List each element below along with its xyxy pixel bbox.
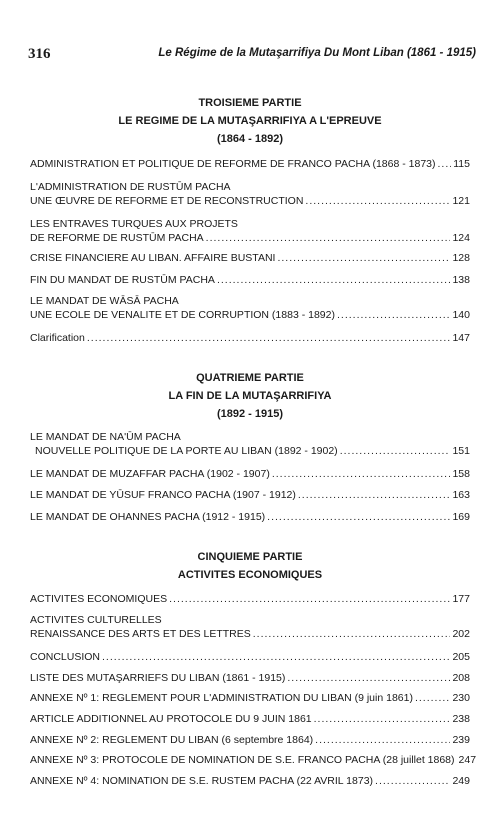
toc-entry[interactable] — [30, 691, 470, 705]
toc-entry[interactable] — [30, 774, 470, 788]
part3-heading — [0, 94, 500, 148]
toc-entry[interactable] — [30, 510, 470, 524]
toc-page-number: 115 — [453, 158, 470, 170]
toc-entry-text: L'ADMINISTRATION DE RUSTŪM PACHA — [30, 181, 231, 193]
part5-title: ACTIVITES ECONOMIQUES — [177, 569, 323, 581]
toc-page-number: 163 — [452, 489, 470, 501]
toc-entry[interactable] — [30, 273, 470, 287]
part4-dates: (1892 - 1915) — [216, 408, 284, 420]
toc-entry-text: LE MANDAT DE WĀSĀ PACHA — [30, 295, 179, 307]
toc-page-number: 202 — [452, 628, 470, 640]
dot-leader — [298, 488, 451, 502]
toc-entry[interactable] — [30, 733, 470, 747]
dot-leader — [438, 157, 452, 171]
toc-entry[interactable] — [30, 430, 470, 458]
toc-entry-text: DE REFORME DE RUSTŪM PACHA — [30, 232, 204, 244]
toc-page-number: 177 — [452, 593, 470, 605]
toc-entry-text: ADMINISTRATION ET POLITIQUE DE REFORME DE FRANCO PACHA (1868 - 1873) — [30, 158, 436, 170]
toc-entry-text: ANNEXE Nº 1: REGLEMENT POUR L'ADMINISTRATION DU LIBAN (9 juin 1861) — [30, 692, 413, 704]
dot-leader — [253, 627, 451, 641]
part5-heading — [0, 548, 500, 584]
toc-page-number: 128 — [452, 252, 470, 264]
dot-leader — [314, 712, 451, 726]
toc-entry[interactable] — [30, 712, 470, 726]
dot-leader — [217, 273, 451, 287]
part4-title: LA FIN DE LA MUTAŞARRIFIYA — [168, 390, 332, 402]
part4-label: QUATRIEME PARTIE — [196, 372, 304, 384]
toc-entry-text: ANNEXE Nº 4: NOMINATION DE S.E. RUSTEM PACHA (22 AVRIL 1873) — [30, 775, 374, 787]
toc-entry[interactable] — [30, 251, 470, 265]
dot-leader — [337, 308, 450, 322]
toc-page-number: 205 — [452, 651, 470, 663]
dot-leader — [415, 691, 451, 705]
toc-entry[interactable] — [30, 671, 470, 685]
toc-entry-text: LISTE DES MUTAŞARRIEFS DU LIBAN (1861 - 1915) — [30, 672, 286, 684]
dot-leader — [169, 592, 450, 606]
page-header — [28, 46, 476, 66]
toc-entry[interactable] — [30, 592, 470, 606]
toc-page-number: 239 — [452, 734, 470, 746]
toc-entry-text: UNE ŒUVRE DE REFORME ET DE RECONSTRUCTION — [30, 195, 304, 207]
toc-entry[interactable] — [30, 753, 477, 767]
toc-page-number: 247 — [458, 754, 477, 766]
toc-page-number: 151 — [452, 445, 470, 457]
part3-label: TROISIEME PARTIE — [198, 97, 302, 109]
page-number: 316 — [28, 46, 51, 62]
toc-page-number: 138 — [452, 274, 470, 286]
part4-heading — [0, 369, 500, 423]
dot-leader — [375, 774, 450, 788]
toc-page-number: 169 — [452, 511, 470, 523]
toc-entry-text: Clarification — [30, 332, 85, 344]
toc-entry-text: LE MANDAT DE NA'ŪM PACHA — [30, 431, 181, 443]
dot-leader — [272, 467, 451, 481]
toc-page-number: 158 — [452, 468, 470, 480]
toc-entry[interactable] — [30, 488, 470, 502]
toc-entry[interactable] — [30, 331, 470, 345]
toc-page-number: 208 — [452, 672, 470, 684]
toc-entry-text: CRISE FINANCIERE AU LIBAN. AFFAIRE BUSTANI — [30, 252, 276, 264]
toc-entry-text: LE MANDAT DE YŪSUF FRANCO PACHA (1907 - 1912) — [30, 489, 296, 501]
toc-entry-text: LE MANDAT DE MUZAFFAR PACHA (1902 - 1907) — [30, 468, 270, 480]
toc-page-number: 238 — [452, 713, 470, 725]
toc-entry[interactable] — [30, 294, 470, 322]
toc-entry[interactable] — [30, 613, 470, 641]
toc-page-number: 121 — [452, 195, 470, 207]
toc-entry[interactable] — [30, 180, 470, 208]
toc-entry-text: LE MANDAT DE OHANNES PACHA (1912 - 1915) — [30, 511, 266, 523]
toc-entry-text: ARTICLE ADDITIONNEL AU PROTOCOLE DU 9 JUIN 1861 — [30, 713, 312, 725]
toc-entry-text: ACTIVITES ECONOMIQUES — [30, 593, 168, 605]
toc-entry-text: CONCLUSION — [30, 651, 101, 663]
toc-page-number: 147 — [452, 332, 470, 344]
toc-page-number: 230 — [452, 692, 470, 704]
toc-entry-text: UNE ECOLE DE VENALITE ET DE CORRUPTION (1883 - 1892) — [30, 309, 335, 321]
dot-leader — [315, 733, 450, 747]
toc-entry[interactable] — [30, 467, 470, 481]
toc-page-number: 249 — [452, 775, 470, 787]
part3-dates: (1864 - 1892) — [216, 133, 284, 145]
dot-leader — [102, 650, 450, 664]
dot-leader — [267, 510, 450, 524]
dot-leader — [87, 331, 451, 345]
running-title: Le Régime de la Mutaşarrifiya Du Mont Liban (1861 - 1915) — [158, 47, 476, 59]
toc-entry-text: LES ENTRAVES TURQUES AUX PROJETS — [30, 218, 238, 230]
toc-entry-text: NOUVELLE POLITIQUE DE LA PORTE AU LIBAN (1892 - 1902) — [35, 445, 338, 457]
dot-leader — [305, 194, 450, 208]
toc-entry[interactable] — [30, 217, 470, 245]
part3-title: LE REGIME DE LA MUTAŞARRIFIYA A L'EPREUVE — [118, 115, 382, 127]
toc-page-number: 124 — [452, 232, 470, 244]
toc-entry-text: ACTIVITES CULTURELLES — [30, 614, 162, 626]
dot-leader — [287, 671, 450, 685]
toc-entry-text: ANNEXE Nº 3: PROTOCOLE DE NOMINATION DE S.E. FRANCO PACHA (28 juillet 1868) — [30, 754, 455, 766]
toc-page-number: 140 — [452, 309, 470, 321]
toc-entry[interactable] — [30, 157, 470, 171]
toc-entry[interactable] — [30, 650, 470, 664]
part5-label: CINQUIEME PARTIE — [197, 551, 303, 563]
dot-leader — [340, 444, 451, 458]
toc-entry-text: RENAISSANCE DES ARTS ET DES LETTRES — [30, 628, 251, 640]
dot-leader — [277, 251, 450, 265]
toc-entry-text: FIN DU MANDAT DE RUSTŪM PACHA — [30, 274, 215, 286]
toc-entry-text: ANNEXE Nº 2: REGLEMENT DU LIBAN (6 septembre 1864) — [30, 734, 314, 746]
dot-leader — [206, 231, 451, 245]
